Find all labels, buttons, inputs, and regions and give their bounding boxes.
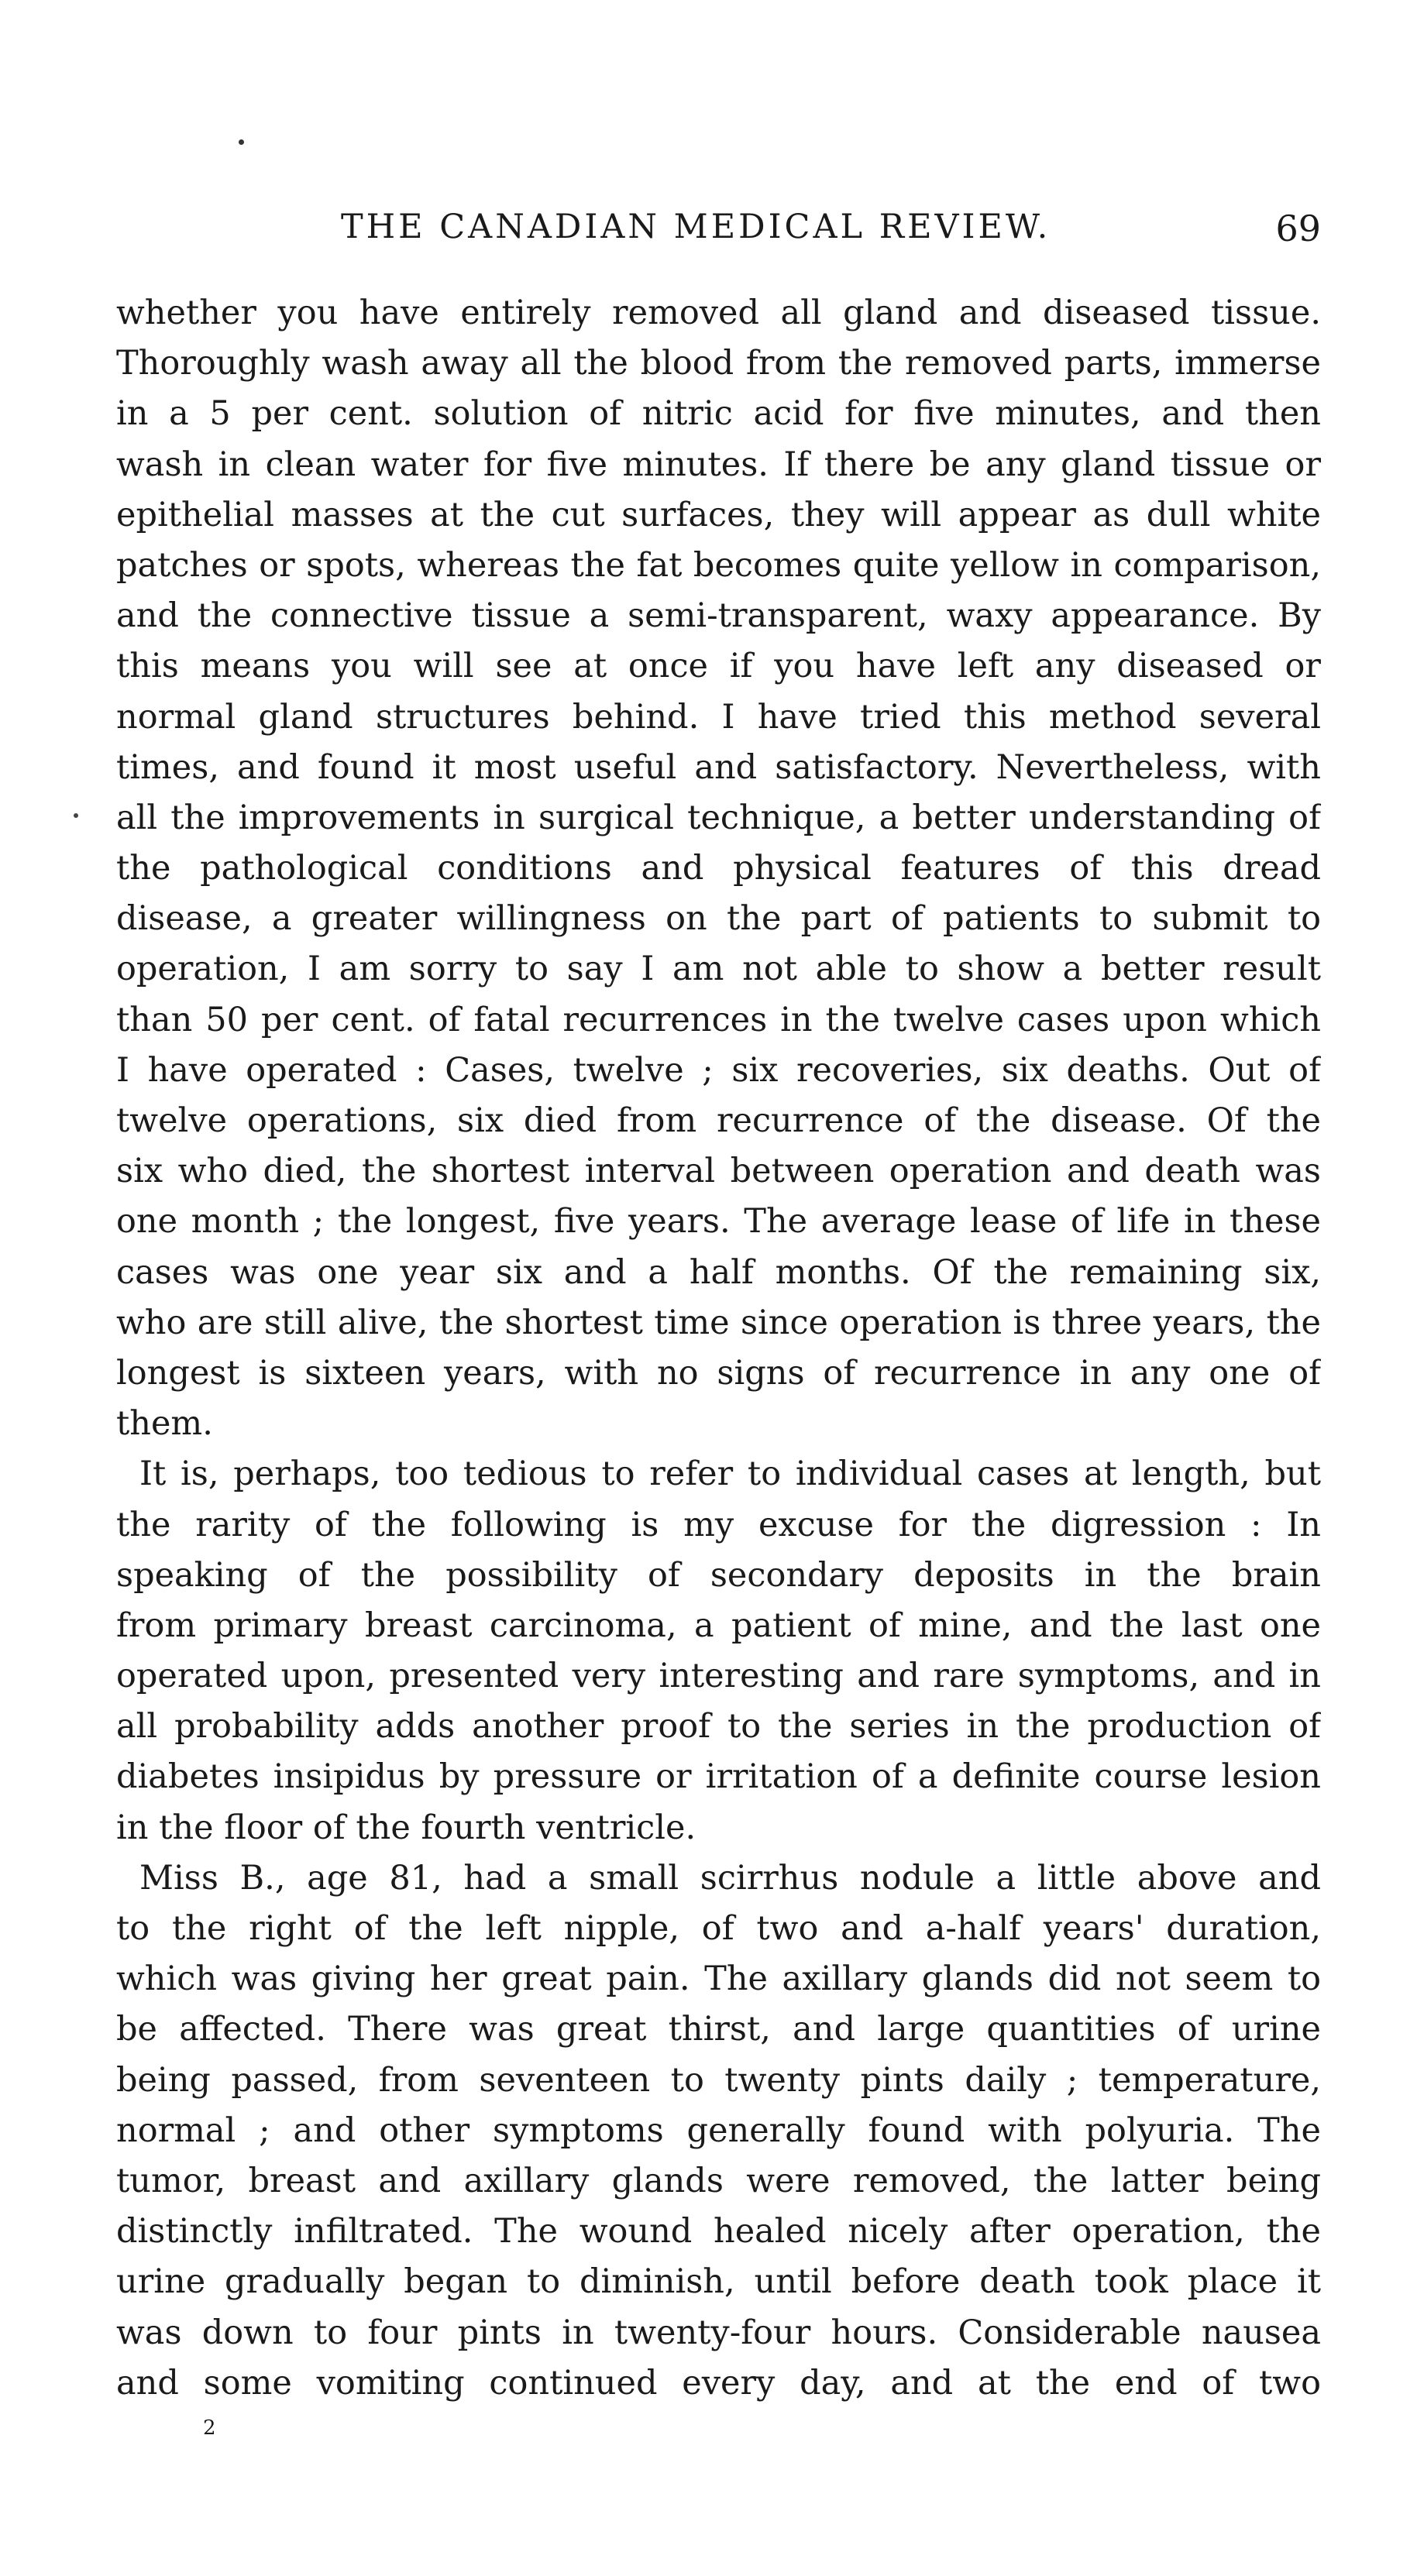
- text-line: to the right of the left nipple, of two and a-half years' duration,: [116, 1909, 1321, 1948]
- text-line: all the improvements in surgical technique, a better understanding of: [116, 798, 1321, 837]
- text-line: operation, I am sorry to say I am not able to show a better result: [116, 950, 1321, 989]
- text-line: diabetes insipidus by pressure or irritation of a definite course lesion: [116, 1757, 1321, 1797]
- text-line: the pathological conditions and physical features of this dread: [116, 849, 1321, 888]
- text-line: I have operated : Cases, twelve ; six recoveries, six deaths. Out of: [116, 1050, 1321, 1090]
- text-line: urine gradually began to diminish, until before death took place it: [116, 2262, 1321, 2302]
- text-line: Thoroughly wash away all the blood from the removed parts, immerse: [116, 344, 1321, 383]
- text-line: cases was one year six and a half months. Of the remaining six,: [116, 1252, 1321, 1292]
- text-line: which was giving her great pain. The axillary glands did not seem to: [116, 1959, 1321, 1999]
- text-line: speaking of the possibility of secondary deposits in the brain: [116, 1555, 1321, 1595]
- body-text: [116, 288, 1321, 2409]
- paragraph-start-line: It is, perhaps, too tedious to refer to individual cases at length, but: [139, 1455, 1321, 1494]
- ink-speck: [239, 139, 244, 145]
- journal-title: THE CANADIAN MEDICAL REVIEW.: [341, 208, 1051, 246]
- signature-mark: 2: [203, 2416, 216, 2440]
- text-line: from primary breast carcinoma, a patient of mine, and the last one: [116, 1606, 1321, 1645]
- text-line: twelve operations, six died from recurrence of the disease. Of the: [116, 1101, 1321, 1140]
- text-line: wash in clean water for five minutes. If there be any gland tissue or: [116, 445, 1321, 484]
- text-line: six who died, the shortest interval between operation and death was: [116, 1152, 1321, 1191]
- text-line: in a 5 per cent. solution of nitric acid for five minutes, and then: [116, 394, 1321, 434]
- text-line: distinctly infiltrated. The wound healed nicely after operation, the: [116, 2212, 1321, 2251]
- text-line: tumor, breast and axillary glands were removed, the latter being: [116, 2161, 1321, 2200]
- running-head: [116, 208, 1321, 254]
- text-line: whether you have entirely removed all gland and diseased tissue.: [116, 294, 1321, 332]
- text-line: than 50 per cent. of fatal recurrences in the twelve cases upon which: [116, 1000, 1321, 1039]
- text-line: in the floor of the fourth ventricle.: [116, 1808, 696, 1847]
- text-line: operated upon, presented very interesting and rare symptoms, and in: [116, 1657, 1321, 1696]
- text-line: and some vomiting continued every day, and at the end of two: [116, 2363, 1321, 2403]
- text-line: this means you will see at once if you have left any diseased or: [116, 647, 1321, 686]
- text-line: patches or spots, whereas the fat becomes quite yellow in comparison,: [116, 545, 1321, 585]
- margin-ink-speck: [74, 813, 78, 818]
- paragraph-start-line: Miss B., age 81, had a small scirrhus nodule a little above and: [139, 1858, 1321, 1898]
- text-line: normal ; and other symptoms generally found with polyuria. The: [116, 2111, 1321, 2150]
- text-line: and the connective tissue a semi-transparent, waxy appearance. By: [116, 596, 1321, 636]
- text-line: the rarity of the following is my excuse for the digression : In: [116, 1505, 1321, 1544]
- text-line: longest is sixteen years, with no signs of recurrence in any one of: [116, 1353, 1321, 1393]
- text-line: who are still alive, the shortest time since operation is three years, the: [116, 1303, 1321, 1342]
- text-line: normal gland structures behind. I have tried this method several: [116, 697, 1321, 737]
- text-line: being passed, from seventeen to twenty pints daily ; temperature,: [116, 2060, 1321, 2100]
- page-number: 69: [1275, 208, 1321, 249]
- text-line: disease, a greater willingness on the part of patients to submit to: [116, 899, 1321, 939]
- text-line: times, and found it most useful and satisfactory. Nevertheless, with: [116, 747, 1321, 787]
- text-line: be affected. There was great thirst, and large quantities of urine: [116, 2010, 1321, 2049]
- text-line: was down to four pints in twenty-four hours. Considerable nausea: [116, 2313, 1321, 2352]
- text-line: them.: [116, 1404, 213, 1444]
- text-line: epithelial masses at the cut surfaces, they will appear as dull white: [116, 495, 1321, 534]
- text-line: all probability adds another proof to the series in the production of: [116, 1707, 1321, 1747]
- text-line: one month ; the longest, five years. The average lease of life in these: [116, 1202, 1321, 1242]
